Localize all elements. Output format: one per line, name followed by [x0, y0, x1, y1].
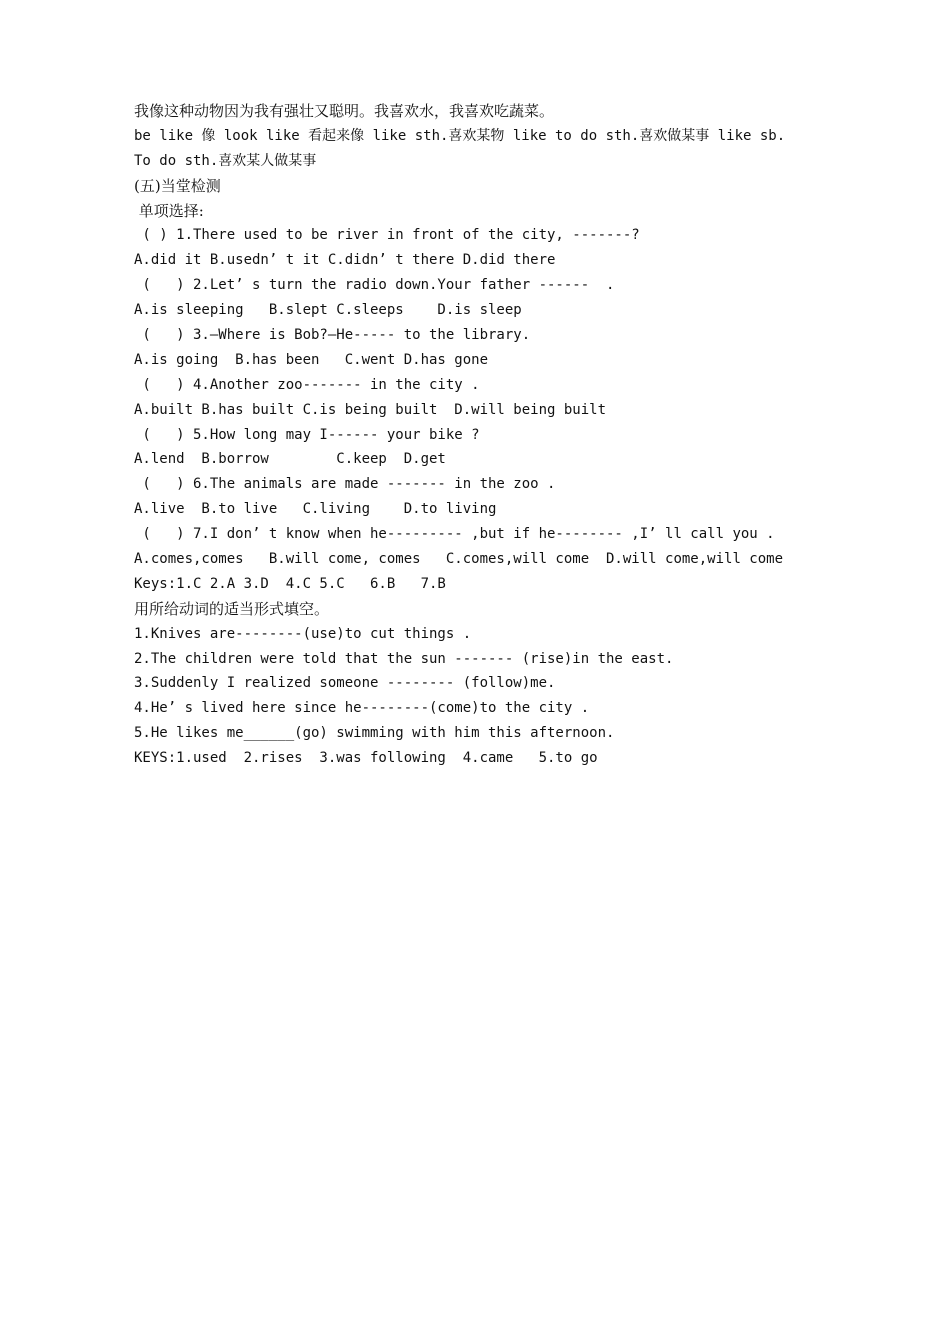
text-line-chinese-description: 我像这种动物因为我有强壮又聪明。我喜欢水，我喜欢吃蔬菜。 [134, 102, 555, 120]
question-3: ( ) 3.—Where is Bob?—He----- to the library. [134, 327, 531, 344]
fill-question-1: 1.Knives are--------(use)to cut things . [134, 625, 472, 642]
question-2: ( ) 2.Let’ s turn the radio down.Your father ------ . [134, 277, 615, 294]
fill-question-4: 4.He’ s lived here since he--------(come)to the city . [134, 700, 590, 717]
question-2-options: A.is sleeping B.slept C.sleeps D.is sleep [134, 302, 522, 319]
subheading-multiple-choice: 单项选择: [134, 201, 204, 220]
question-4: ( ) 4.Another zoo------- in the city . [134, 376, 480, 393]
answer-keys-fill: KEYS:1.used 2.rises 3.was following 4.came 5.to go [134, 750, 598, 767]
document-body [134, 99, 910, 771]
fill-question-2: 2.The children were told that the sun ------- (rise)in the east. [134, 650, 674, 667]
text-line-like-phrases-cont: To do sth.喜欢某人做某事 [134, 152, 317, 169]
question-1-options: A.did it B.usedn’ t it C.didn’ t there D.did there [134, 252, 556, 269]
question-4-options: A.built B.has built C.is being built D.will being built [134, 401, 607, 418]
subheading-fill-in-verbs: 用所给动词的适当形式填空。 [134, 599, 330, 618]
question-7: ( ) 7.I don’ t know when he--------- ,but if he-------- ,I’ ll call you . [134, 526, 775, 543]
question-6: ( ) 6.The animals are made ------- in the zoo . [134, 476, 556, 493]
question-3-options: A.is going B.has been C.went D.has gone [134, 351, 489, 368]
fill-question-5: 5.He likes me______(go) swimming with him this afternoon. [134, 725, 615, 742]
text-line-like-phrases: be like 像 look like 看起来像 like sth.喜欢某物 like to do sth.喜欢做某事 like sb. [134, 127, 786, 144]
question-5: ( ) 5.How long may I------ your bike ? [134, 426, 480, 443]
answer-keys-choice: Keys:1.C 2.A 3.D 4.C 5.C 6.B 7.B [134, 575, 446, 592]
fill-question-3: 3.Suddenly I realized someone -------- (follow)me. [134, 675, 556, 692]
section-heading-classroom-test: (五)当堂检测 [134, 176, 221, 195]
question-1: ( ) 1.There used to be river in front of the city, -------? [134, 227, 640, 244]
question-7-options: A.comes,comes B.will come, comes C.comes,will come D.will come,will come [134, 551, 784, 568]
question-6-options: A.live B.to live C.living D.to living [134, 501, 497, 518]
question-5-options: A.lend B.borrow C.keep D.get [134, 451, 446, 468]
